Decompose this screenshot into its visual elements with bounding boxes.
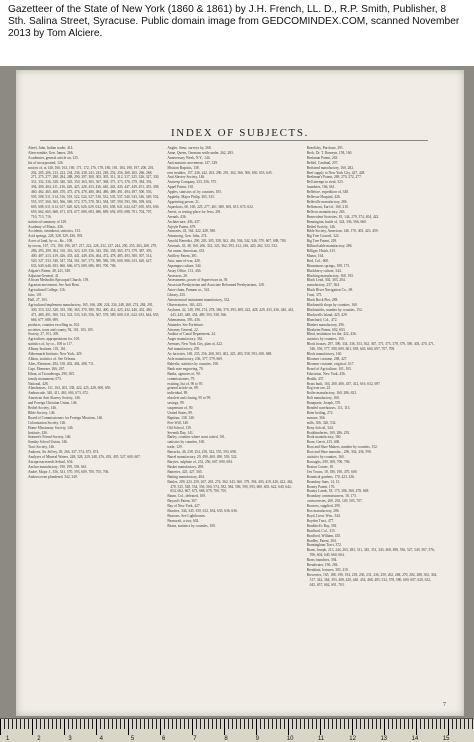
index-entry: Bay of New York, 427. bbox=[167, 504, 201, 509]
index-entry: Bradford, Col., 315. bbox=[306, 528, 336, 533]
ruler-number: 7 bbox=[193, 736, 197, 742]
index-entry: Abeel, John, Indian trader, 414. bbox=[28, 146, 74, 150]
index-entry: Amherst, Sir Jeffrey, 49, 266, 337, 574, 673, 674. bbox=[28, 450, 100, 455]
index-entry: Boundary lines, 14, 15. bbox=[306, 479, 341, 484]
index-entry: Artillery Patent, 381. bbox=[167, 253, 198, 258]
index-entry: Bellows manufactory, 263. bbox=[306, 209, 346, 214]
index-entry: Blanket manufactory, 296. bbox=[306, 322, 345, 327]
index-entry: Society, 27, 101, 405. bbox=[28, 332, 60, 337]
index-entry: Androscoven plundered, 342, 349. bbox=[28, 474, 78, 479]
ruler-numbers bbox=[6, 736, 474, 742]
index-columns bbox=[28, 146, 438, 688]
measuring-ruler bbox=[0, 718, 474, 742]
index-entry: Beardsley, Purchase, 291. bbox=[306, 146, 344, 150]
index-entry: Beldel, Cardinal, 207. bbox=[306, 160, 339, 165]
index-entry: United States, 89. bbox=[167, 410, 193, 415]
index-entry: Bonaparte, Joseph, 370. bbox=[306, 401, 342, 406]
index-entry: Bolt manufactory, 160. bbox=[306, 396, 340, 401]
index-entry: statistical summary of 128. bbox=[28, 219, 67, 224]
index-entry: Bloomer costume, origin of, 617. bbox=[306, 361, 355, 366]
index-entry: Beck, Dr. T. Romeyn, 158, 160. bbox=[306, 150, 353, 155]
index-entry: Breweries, 165, 188, 190, 194, 218, 230, 231, 236, 250, 262, 268, 270, 282, 288, 302, 304, 317, 342, 364, 393, 408, 420, 440, 454, 468, 485, 532, 578, 580, 600, 607, 620, 632, 645, 657, 662, 691, 703. bbox=[306, 572, 438, 587]
index-entry: Hall, 27, 103. bbox=[28, 298, 48, 303]
index-entry: and Foreign Christian Union, 146. bbox=[28, 401, 78, 406]
index-entry: Old School, 139. bbox=[167, 425, 192, 430]
index-entry: Seventh Day, 141. bbox=[167, 430, 194, 435]
index-entry: Blind, institution for the, 422, 436. bbox=[306, 332, 357, 337]
index-entry: American Anti Slavery Society, 146. bbox=[28, 396, 81, 401]
index-entry: Bradford, William, 435. bbox=[306, 533, 342, 538]
index-entry: Book manufactory, 160. bbox=[306, 435, 342, 440]
index-entry: Botanical gardens, 170, 423, 436. bbox=[306, 474, 355, 479]
index-entry: manure, 366. bbox=[306, 415, 326, 420]
index-entry: Arjeyle Patent, 679. bbox=[167, 224, 197, 229]
ruler-major-ticks bbox=[0, 719, 474, 735]
index-entry: Bleakeim Patent, 602, 603. bbox=[306, 327, 346, 332]
index-entry: Ambuscade, 340, 411, 463, 604, 673, 672. bbox=[28, 391, 89, 396]
index-entry: Capt. Ebenezer, 266, 267. bbox=[28, 366, 66, 371]
index-entry: Appointing power, 21. bbox=[167, 199, 200, 204]
index-entry: Colonization Society, 146. bbox=[28, 420, 67, 425]
index-entry: Blackberry culture, 344. bbox=[306, 268, 342, 273]
index-entry: Aqueducts, 60, 160, 225, 277, 461, 600, 603, 613, 674, 632. bbox=[167, 204, 254, 209]
index-entry: Anchor manufactory, 190, 199, 339, 661. bbox=[28, 464, 88, 469]
index-entry: Abercrombie, Gen. James, 266. bbox=[28, 150, 74, 155]
index-entry: statistics of, by co., 108 to 117. bbox=[28, 342, 73, 347]
index-entry: suspension of, 90. bbox=[167, 406, 194, 411]
index-entry: Bounty Lands, 18, 175, 286, 360, 478, 668. bbox=[306, 489, 370, 494]
index-entry: Awl manufactory, 295. bbox=[167, 347, 201, 352]
index-entry: Agricultural College, 116. bbox=[28, 288, 66, 293]
index-entry: Tract Society, 146. bbox=[28, 445, 55, 450]
index-entry: Astor-chain, Putnam co., 541. bbox=[167, 288, 211, 293]
index-entry: Albion, statistics of. See Orleans. bbox=[28, 356, 77, 361]
index-entry: Axle manufactory, 236, 377, 579, 669. bbox=[167, 356, 223, 361]
index-entry: Bethel Society, 146. bbox=[306, 224, 336, 229]
index-entry: Observatories, 163, 423. bbox=[167, 303, 203, 307]
index-entry: list of incorporated, 126. bbox=[28, 160, 64, 165]
index-entry: Bethel Society, 146. bbox=[28, 406, 57, 411]
index-entry: Basket manufactory, 269. bbox=[167, 464, 205, 469]
index-entry: Ethan, at Ticonderoga, 290, 305. bbox=[28, 371, 75, 376]
index-entry: Beans, statistics by counties, 100. bbox=[167, 523, 216, 528]
index-column-1 bbox=[28, 146, 159, 688]
index-entry: Bouvers, supplied, 299. bbox=[306, 504, 341, 509]
index-entry: statistics by counties, 160. bbox=[167, 440, 206, 445]
index-entry: Bellefore, expedition of, 348. bbox=[306, 190, 349, 195]
ruler-number: 2 bbox=[37, 736, 41, 742]
index-entry: Boundary commissioners, 18, 173. bbox=[306, 494, 357, 499]
index-entry: Big Tree Council, 322. bbox=[306, 234, 340, 239]
index-entry: Almshouses, 131, 163, 203, 338, 422, 425, 428, 608, 650. bbox=[28, 386, 112, 391]
index-entry: general article on, 89. bbox=[167, 386, 199, 391]
index-entry: Belleville manufactory, 286. bbox=[306, 199, 348, 204]
index-entry: individual, 89. bbox=[167, 391, 189, 396]
index-entry: Institute, 436. bbox=[28, 430, 48, 435]
index-entry: savings, 99. bbox=[167, 401, 185, 406]
index-entry: Baum, Col., defeated, 169. bbox=[167, 494, 206, 499]
index-entry: existing, list of, 90 to 95. bbox=[167, 381, 204, 386]
index-entry: trade, 129. bbox=[167, 445, 183, 450]
page-number: 7 bbox=[443, 702, 446, 708]
index-entry: Black River Navigation Co., 69. bbox=[306, 288, 354, 293]
index-entry: Blackwells Island, 425, 429. bbox=[306, 312, 348, 317]
index-entry: Avenues, New York City, plan of, 422. bbox=[167, 342, 223, 347]
index-entry: Academies, general article on, 125. bbox=[28, 155, 79, 160]
index-entry: Mission Baptists, 138. bbox=[167, 165, 200, 170]
index-entry: Baberlis, statistics by counties, 160. bbox=[167, 361, 219, 366]
index-entry: Billiard table manufactory, 286. bbox=[306, 244, 353, 249]
ruler-number: 1 bbox=[6, 736, 10, 742]
index-entry: fairs, 101. bbox=[28, 293, 43, 298]
ruler-number: 10 bbox=[286, 736, 294, 742]
index-entry: André, Major J., 356, 541, 570, 593, 609, 700, 705, 706. bbox=[28, 469, 110, 474]
index-entry: family monument, 673. bbox=[28, 376, 62, 381]
index-entry: Bellevue Hospital, 426. bbox=[306, 195, 341, 200]
index-entry: Bone boiling, 272. bbox=[306, 410, 334, 415]
index-entry: Bellomont, Earl of, 160, 210. bbox=[306, 204, 349, 209]
index-entry: Batting manufactory, 404. bbox=[167, 474, 205, 479]
index-entry: Boot and Shoe manufac., 296, 302, 436, 590. bbox=[306, 450, 372, 455]
index-entry: Agrarian movement. See Anti Rent. bbox=[28, 283, 80, 288]
index-entry: Block manufactory, 160. bbox=[306, 352, 343, 357]
index-entry: Boot and Shoe Makers, number by counties, 152. bbox=[306, 445, 378, 450]
index-entry: Breadwater, 196, 284. bbox=[306, 563, 339, 568]
index-entry: Arsenals, 43, 48, 160, 266, 332, 323, 362, 393, 412, 416, 420, 462, 522, 532. bbox=[167, 244, 278, 249]
index-entry: Bloomer costume, 268, 427. bbox=[306, 356, 348, 361]
index-entry: Boiler manufactory, 160, 286, 652. bbox=[306, 391, 357, 396]
index-entry: Black Rock Pier, 288. bbox=[306, 298, 339, 303]
index-entry: Beaches, 344, 345, 350, 612, 634, 635, 636, 636. bbox=[167, 509, 238, 514]
index-entry: Angler, Sieur, surveys by, 268. bbox=[167, 146, 212, 150]
index-entry: Library, 435. bbox=[167, 293, 186, 298]
index-entry: Barracks, 46, 238, 254, 258, 542, 555, 593, 698. bbox=[167, 450, 237, 455]
index-entry: Boyd, Lieut. Wm., 344. bbox=[306, 513, 341, 518]
ruler-number: 13 bbox=[380, 736, 388, 742]
index-entry: Armories, 43, 164, 422, 428, 580. bbox=[167, 229, 216, 234]
index-entry: Arenals, 436. bbox=[167, 214, 187, 219]
index-entry: mills, 306, 326, 532. bbox=[306, 420, 337, 425]
index-entry: National, 428. bbox=[28, 381, 49, 386]
index-entry: Boon, Gerrit, 415, 468. bbox=[306, 440, 341, 445]
index-entry: Anti masonic movement, 147, 329. bbox=[167, 160, 218, 165]
index-entry: Albany Institute, 101, 161. bbox=[28, 347, 67, 352]
index-entry: Sunday School Union, 146. bbox=[28, 440, 68, 445]
index-entry: Billiger, Huish, 415. bbox=[306, 249, 336, 254]
index-entry: Anne, Queen, Germans settle under, 262, 283. bbox=[167, 150, 234, 155]
index-entry: Bedstead manufactory, 160, 282. bbox=[306, 165, 354, 170]
index-entry: notices of, at 140, 160, 163, 169, 171, 172, 176, 178, 180, 181, 184, 190, 197, 200, 201, 202, 205, 206, 213, 222, 234, 236, 238, 241, 243, 248, 252, 256, 260, 265, 266, 268, 271, 275, 277, 280, 284, 288, 290, 297, 300, 303, 305, 311, 312, 317, 325, 326, 327, 330, 331, 332, 336, 338, 340, 345, 350, 363, 365, 367, 368, 371, 373, 376, 379, 384, 392, 394, 400, 404, 411, 416, 420, 425, 428, 433, 436, 440, 443, 445, 447, 449, 451, 455, 458, 460, 462, 465, 468, 470, 473, 476, 478, 480, 484, 486, 488, 491, 494, 497, 500, 503, 505, 508, 511, 514, 516, 519, 522, 524, 527, 530, 532, 535, 537, 540, 543, 546, 549, 552, 555, 557, 560, 563, 566, 569, 572, 575, 578, 581, 584, 587, 590, 593, 596, 599, 602, 605, 608, 611, 614, 617, 620, 623, 626, 629, 632, 635, 638, 641, 644, 647, 650, 653, 656, 659, 662, 665, 668, 671, 674, 677, 680, 683, 686, 689, 692, 695, 698, 701, 704, 707, 710, 713, 716. bbox=[28, 165, 160, 219]
index-entry: Adgate's Patent, 48, 241, 349. bbox=[28, 268, 71, 273]
index-entry: foundries, 166, 661. bbox=[306, 185, 336, 190]
index-entry: Armstrong, Gen. John, 274. bbox=[167, 234, 208, 239]
index-entry: Free Will, 140. bbox=[167, 420, 189, 425]
index-entry: Auger manufactory, 362. bbox=[167, 337, 204, 342]
index-entry: Ax factories, 160, 235, 256, 268, 303, 402, 425, 483, 558, 593, 650, 688. bbox=[167, 352, 273, 357]
title-rule bbox=[40, 140, 428, 141]
index-entry: Bonded warehouses, 111, 113. bbox=[306, 406, 351, 411]
index-entry: Braddock's Bay, 392. bbox=[306, 523, 338, 528]
index-entry: controversies, 260, 263, 149, 503, 707. bbox=[306, 499, 363, 504]
index-column-2 bbox=[167, 146, 298, 688]
index-entry: Assessors, 28. bbox=[167, 273, 188, 278]
index-entry: Ancaprosaceseeds Sehool, 654. bbox=[28, 460, 74, 464]
index-entry: Barrel manufactory, 29, 490, 469, 490, 539, 522. bbox=[167, 455, 238, 460]
index-entry: Blacksmith shops by counties, 160. bbox=[306, 303, 358, 307]
index-entry: Acres of land, by co., &c., 108. bbox=[28, 239, 74, 244]
index-entry: Bell attempt to steal, 323. bbox=[306, 180, 344, 185]
index-entry: Auditor of Canal Department, 24. bbox=[167, 332, 216, 337]
index-entry: Blanchard, Col., 472. bbox=[306, 317, 338, 322]
index-entry: statistics by counties, 150. bbox=[306, 337, 345, 342]
index-entry: Asparagus culture, 344. bbox=[167, 263, 202, 268]
index-entry: Bible Society, American, 146, 170, 403, 423, 459. bbox=[306, 229, 379, 234]
index-entry: African Methodist Episcopal Church, 139. bbox=[28, 278, 90, 283]
index-entry: Blacking manufactory, 168, 193. bbox=[306, 273, 354, 278]
index-entry: Antwerp Company, 333, 356, 575. bbox=[167, 180, 218, 185]
index-entry: Agriculture, appropriations for, 105. bbox=[28, 337, 81, 342]
ruler-number: 3 bbox=[68, 736, 72, 742]
index-entry: Boyden Tract, 477. bbox=[306, 518, 335, 523]
index-entry: Attorney General, 22. bbox=[167, 327, 199, 332]
index-entry: Associate Presbyterian and Associate Reformed Presbyterians, 128. bbox=[167, 283, 265, 288]
index-entry: Barytes, sulphate of, 252, 256, 607, 690, 694. bbox=[167, 460, 233, 464]
index-entry: Bony fish oil, 344. bbox=[306, 425, 334, 430]
index-entry: Trust, 375. bbox=[306, 293, 323, 298]
index-entry: Bog iron ore, 23. bbox=[306, 386, 332, 391]
index-entry: Beekman Patent, 263. bbox=[306, 155, 339, 160]
index-entry: Bituminous springs, 108, 173. bbox=[306, 263, 350, 268]
index-entry: Arnold, Benedict, 290, 203, 305, 358, 362, 416, 504, 542, 546, 570, 607, 698, 700. bbox=[167, 239, 287, 244]
index-entry: Art union, American, 433. bbox=[167, 249, 206, 254]
index-entry: commissioners, 79. bbox=[167, 376, 196, 381]
index-entry: Agricultural implement manufactory, 165, 166, 200, 224, 234, 248, 260, 274, 284, 291, 300, 310, 322, 328, 335, 350, 365, 370, 380, 392, 400, 412, 425, 432, 440, 452, 460, 471, 480, 491, 500, 512, 522, 533, 545, 556, 567, 578, 589, 600, 611, 622, 633, 644, 655, 666, 677, 688, 699. bbox=[28, 303, 160, 322]
ruler-number: 9 bbox=[255, 736, 259, 742]
index-entry: Education, New York, 436. bbox=[306, 371, 346, 376]
index-entry: Abbermarle Institute, New York, 429. bbox=[28, 352, 83, 357]
ruler-number: 12 bbox=[349, 736, 356, 742]
image-caption: Gazetteer of the State of New York (1860 & 1861) by J.H. French, LL. D., R.P. Smith, Publisher, 8 Sth. Salina Street, Syracuse. Public domain image from GEDCOMINDEX.COM, scanned November 2013 by Tom Alciere. bbox=[8, 4, 460, 40]
page-title: INDEX OF SUBJECTS. bbox=[171, 127, 309, 139]
index-entry: Athenaeums, 393, 436. bbox=[167, 317, 201, 322]
ruler-number: 4 bbox=[99, 736, 103, 742]
index-entry: Big Tree Patent, 218. bbox=[306, 239, 338, 244]
ruler-number: 14 bbox=[411, 736, 419, 742]
index-entry: Bible Society, 146. bbox=[28, 410, 56, 415]
index-entry: Blacksmiths, number by counties, 152. bbox=[306, 307, 363, 312]
index-entry: societies, town and county, 92, 101, 103, 105. bbox=[28, 327, 94, 332]
index-entry: Batteries, 425, 427, 565. bbox=[167, 469, 203, 474]
scanned-page-area bbox=[0, 66, 474, 742]
index-entry: Boston Corner, 18. bbox=[306, 464, 334, 469]
index-entry: Accidents, steamboat, statistics, 133. bbox=[28, 229, 81, 234]
index-entry: Anti Slavery Society, 146. bbox=[167, 175, 206, 180]
index-entry: Seamen's Friend Society, 146. bbox=[28, 435, 72, 440]
index-entry: Beacons. See Lighthouses. bbox=[167, 513, 206, 518]
book-page bbox=[16, 70, 464, 716]
index-entry: Assessments, power of Supervisors in, 39. bbox=[167, 278, 229, 283]
index-entry: obsolete and closing, 95 to 99. bbox=[167, 396, 212, 401]
index-entry: Board of Agriculture, 101, 105. bbox=[306, 366, 352, 371]
index-entry: Appel Patent, 165. bbox=[167, 185, 195, 190]
index-entry: Astronomical instrument manufactory, 332. bbox=[167, 298, 231, 303]
index-entry: Analyses of Mineral Waters, 248, 328, 329, 348, 476, 493, 495, 527, 600, 607. bbox=[28, 455, 141, 460]
index-entry: Benevolent Societies, 81, 144, 279, 374, 404, 422. bbox=[306, 214, 380, 219]
index-entry: Boroughs, 290, 308, 700, 706. bbox=[306, 460, 351, 464]
ruler-number: 15 bbox=[442, 736, 450, 742]
index-entry: Battles, 209, 223, 258, 267, 265, 274, 362, 343, 360, 379, 394, 403, 419, 420, 422, 462, 478, 525, 528, 554, 556, 560, 574, 582, 584, 586, 590, 593, 600, 603, 622, 640, 642, 654, 662, 667, 673, 668, 679, 700, 705. bbox=[167, 479, 294, 494]
index-entry: Bradley, Patent, 304. bbox=[306, 538, 337, 543]
index-entry: Academy of Music, 436. bbox=[28, 224, 64, 229]
index-entry: Beef supply to New York City, 427, 428. bbox=[306, 170, 366, 175]
index-entry: Altes, Ebenezer, 284, 318, 402, 404, 408, 711. bbox=[28, 361, 95, 366]
ruler-number: 11 bbox=[318, 736, 325, 742]
index-entry: Health, 437. bbox=[306, 376, 325, 381]
index-entry: Banks, agencies of, 90. bbox=[167, 371, 201, 376]
index-entry: Manor, 164. bbox=[306, 253, 325, 258]
index-entry: Bounty Patent, 176. bbox=[306, 484, 336, 489]
index-entry: Ten Towns, 18, 180, 190, 470, 600. bbox=[306, 469, 358, 474]
index-entry: Beekman's Patent, 269, 270, 272, 277. bbox=[306, 175, 362, 180]
index-entry: Black Lead, 302, 303, 204. bbox=[306, 278, 346, 283]
index-entry: products, counties excelling in, 102. bbox=[28, 322, 80, 327]
index-entry: by towns, 167, 172, 180, 196, 207, 217, 222, 226, 232, 237, 244, 250, 255, 263, 268, 279, 286, 293, 299, 304, 310, 316, 323, 329, 336, 343, 350, 358, 365, 373, 379, 387, 393, 400, 407, 413, 419, 426, 433, 441, 449, 456, 464, 472, 478, 485, 493, 500, 507, 514, 520, 527, 533, 540, 547, 554, 561, 567, 573, 580, 586, 593, 600, 606, 613, 620, 627, 633, 640, 646, 653, 660, 666, 673, 680, 686, 693, 700, 706. bbox=[28, 244, 157, 268]
ruler-number: 5 bbox=[130, 736, 135, 742]
index-entry: Attainder. See Forfeiture. bbox=[167, 322, 204, 327]
ruler-number: 8 bbox=[224, 736, 228, 742]
index-entry: Architecture, 436, 437. bbox=[167, 219, 201, 224]
index-entry: Bookbinderies, 169, 286, 293. bbox=[306, 430, 351, 435]
index-entry: Board of Commissioners for Foreign Missions, 146. bbox=[28, 415, 104, 420]
ruler-number: 6 bbox=[162, 736, 166, 742]
index-entry: Bank note engraving, 70. bbox=[167, 366, 204, 371]
index-entry: Breakfast, lectures, 303, 210. bbox=[306, 567, 349, 572]
index-entry: Brass foundries, 394. bbox=[306, 558, 338, 563]
index-entry: Box manufactory, 286. bbox=[306, 509, 340, 514]
index-entry: Asylums, 42, 149, 198, 274, 278, 366, 370, 393, 408, 422, 428, 429, 433, 436, 440, 441, 443, 445, 448, 454, 489, 503, 538, 566. bbox=[167, 307, 295, 317]
index-entry: Apples, statistics of, by counties, 105. bbox=[167, 190, 222, 195]
index-entry: Acid springs, 228, 328, 329, 436, 593. bbox=[28, 234, 84, 239]
index-entry: Brant, Joseph, 213, 244, 263, 283, 311, 345, 351, 343, 468, 498, 536, 527, 549, 567, 576, 596, 604, 640, 660, 664. bbox=[306, 548, 435, 558]
index-entry: Anniversary Week, N.Y., 144. bbox=[167, 155, 211, 160]
index-entry: Bennington, battle of, 324, 336, 566, 660. bbox=[306, 219, 367, 224]
index-entry: Block houses, 297, 390, 334, 336, 353, 362, 367, 371, 375, 378, 379, 390, 403, 470, 471, 546, 556, 577, 580, 600, 601, 639, 645, 660, 697, 707, 708. bbox=[306, 342, 435, 352]
index-entry: Brantingham Tract, 372. bbox=[306, 543, 342, 548]
index-entry: rent troubles, 157, 236, 242, 263, 290, 291, 362, 366, 500, 650, 653, 645. bbox=[167, 170, 273, 175]
index-entry: Adjutant-General, 41. bbox=[28, 273, 60, 278]
index-entry: Barley, counties where most raised, 101. bbox=[167, 435, 226, 440]
index-entry: Home Missionary Society, 146. bbox=[28, 425, 74, 430]
index-column-3 bbox=[307, 146, 438, 688]
index-entry: statistics by counties, 160. bbox=[306, 455, 345, 460]
index-entry: Assay Office, 113, 436. bbox=[167, 268, 202, 273]
index-entry: Appleby, Major Philip, 365, 335. bbox=[167, 195, 215, 200]
index-entry: Beancraft, a troy, 602. bbox=[167, 518, 200, 523]
index-entry: Bayard's Patent, 367. bbox=[167, 499, 198, 504]
index-entry: Arrest, or resting-place for Jews, 291. bbox=[167, 209, 222, 214]
index-entry: manufactory, 237, 364. bbox=[306, 283, 340, 288]
index-entry: Boats built, 164, 200, 406, 437, 412, 616, 632, 697. bbox=[306, 381, 381, 386]
index-entry: Baptism, 138, 140. bbox=[167, 415, 195, 420]
index-entry: Asia, man-of-war, 428. bbox=[167, 258, 201, 263]
index-entry: Bird, Col., 600. bbox=[306, 258, 330, 263]
